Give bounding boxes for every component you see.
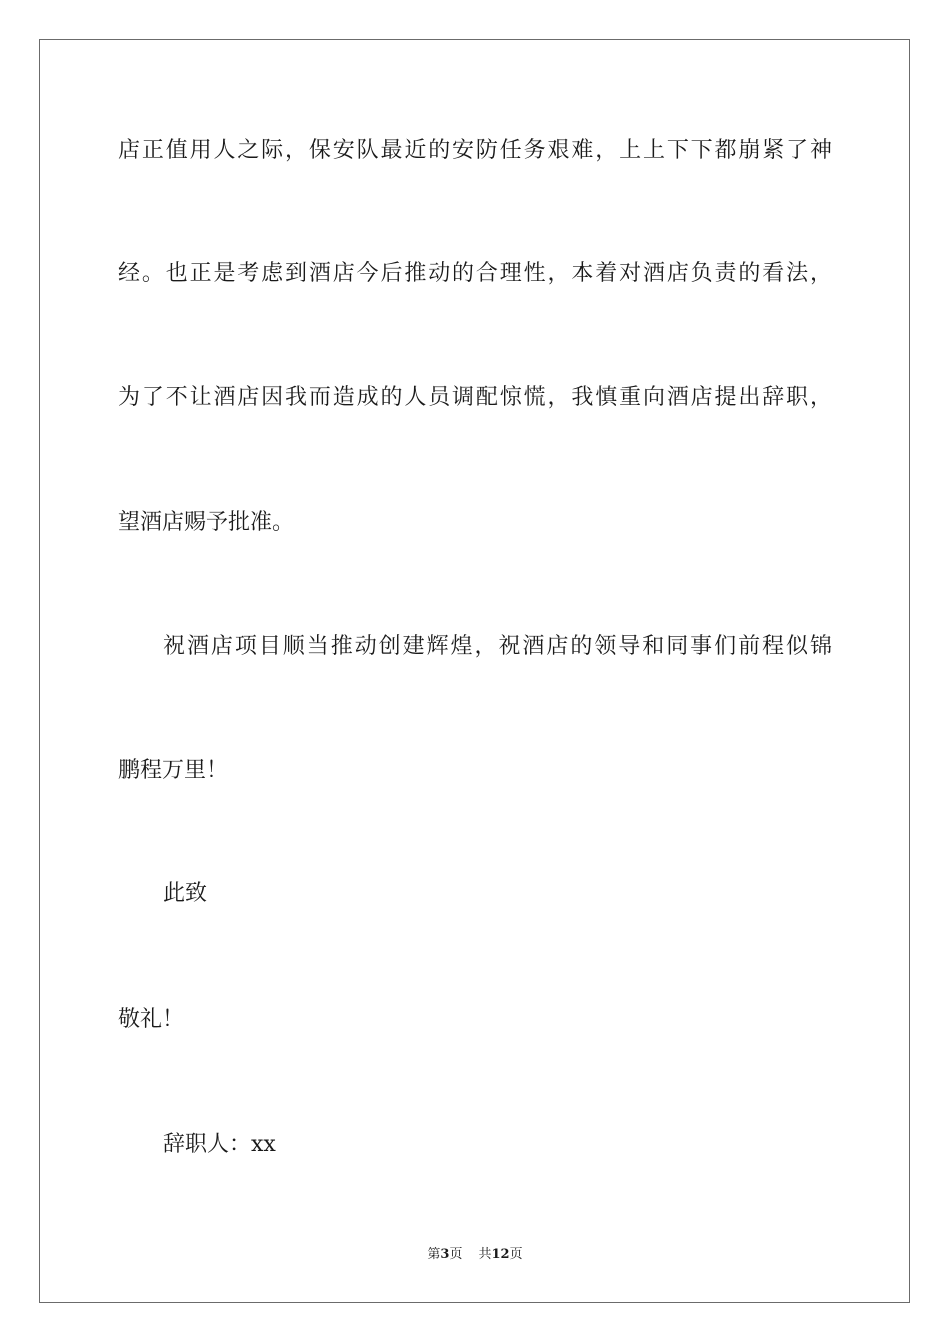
page-border: [39, 39, 910, 1303]
closing-regards: 敬礼！: [118, 1007, 185, 1032]
footer-page-number: 3: [440, 1247, 450, 1262]
body-text-line-6: 鹏程万里！: [118, 758, 229, 783]
body-text-line-1: 店正值用人之际，保安队最近的安防任务艰难，上上下下都崩紧了神: [118, 138, 832, 163]
footer-page-suffix: 页: [449, 1247, 463, 1262]
body-text-line-2: 经。也正是考虑到酒店今后推动的合理性，本着对酒店负责的看法，: [118, 261, 832, 286]
body-text-line-3: 为了不让酒店因我而造成的人员调配惊慌，我慎重向酒店提出辞职，: [118, 385, 832, 410]
footer-total-prefix: 共: [478, 1247, 492, 1262]
footer-total-suffix: 页: [509, 1247, 523, 1262]
body-text-line-5: 祝酒店项目顺当推动创建辉煌，祝酒店的领导和同事们前程似锦: [163, 634, 832, 659]
body-text-line-4: 望酒店赐予批准。: [118, 510, 295, 535]
signature-line: 辞职人：xx: [163, 1132, 276, 1157]
page-footer: [0, 1246, 950, 1264]
closing-salutation: 此致: [163, 881, 208, 906]
footer-total-number: 12: [491, 1247, 510, 1262]
footer-page-prefix: 第: [427, 1247, 441, 1262]
